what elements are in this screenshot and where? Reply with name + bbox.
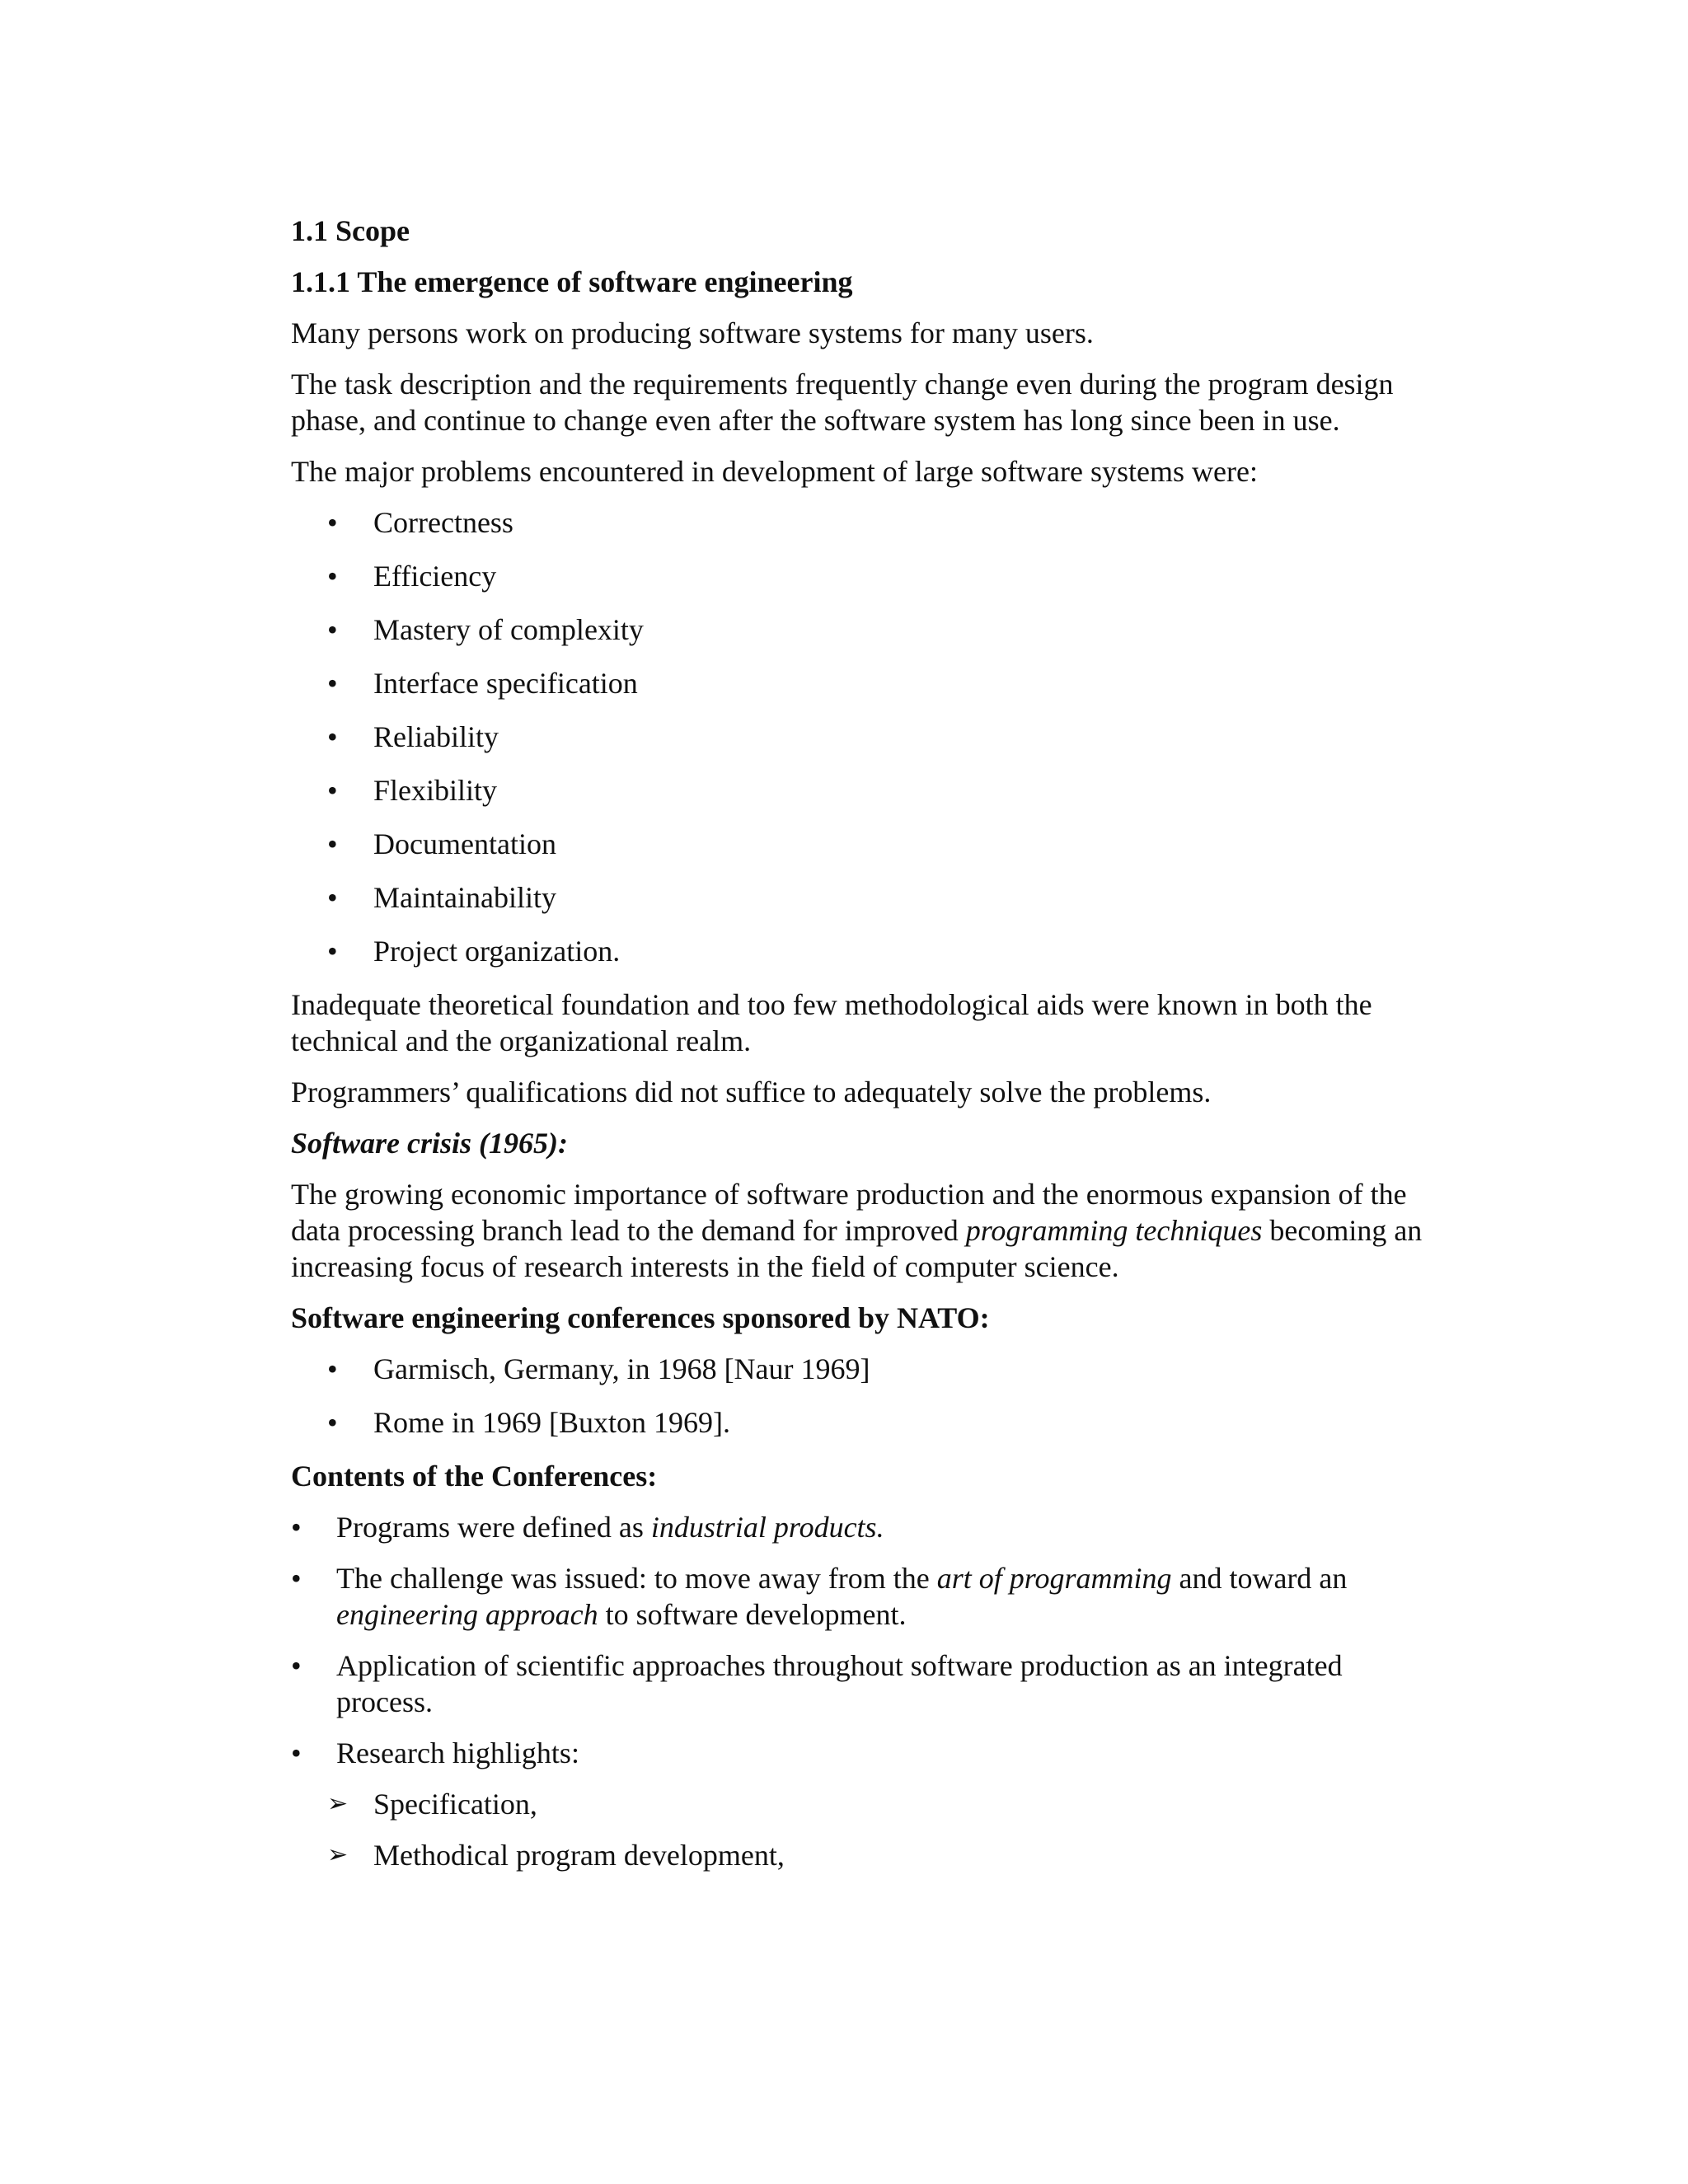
- list-item: • Maintainability: [327, 881, 556, 914]
- list-item: • Flexibility: [327, 774, 498, 807]
- list-item: • Programs were defined as industrial products.: [291, 1511, 884, 1544]
- conferences-list: [291, 1351, 1428, 1441]
- paragraph-persons: Many persons work on producing software systems for many users.: [291, 316, 1094, 349]
- list-item: • Mastery of complexity: [327, 613, 644, 646]
- bullet-icon: •: [291, 1511, 302, 1544]
- list-item: • Rome in 1969 [Buxton 1969].: [327, 1406, 730, 1439]
- paragraph-crisis: The growing economic importance of software production and the enormous expansion of the data processing branch lead to the demand for improved programming techniques becoming an increasing focus of research interests in the field of computer science.: [291, 1178, 1423, 1283]
- list-item: • Correctness: [327, 506, 513, 539]
- contents-list: [291, 1509, 1428, 1771]
- list-item: • Interface specification: [327, 667, 638, 700]
- highlights-list: [291, 1786, 1428, 1873]
- problems-list: [291, 504, 1428, 969]
- bullet-icon: •: [327, 667, 338, 700]
- document-page: [291, 213, 1428, 1888]
- list-item: • Garmisch, Germany, in 1968 [Naur 1969]: [327, 1352, 870, 1385]
- paragraph-qualifications: Programmers’ qualifications did not suffice to adequately solve the problems.: [291, 1076, 1212, 1108]
- bullet-icon: •: [327, 1406, 338, 1439]
- bullet-icon: •: [327, 506, 338, 539]
- bullet-icon: •: [327, 560, 338, 593]
- list-item: ➢ Methodical program development,: [327, 1839, 785, 1872]
- bullet-icon: •: [327, 827, 338, 860]
- list-item: ➢ Specification,: [327, 1788, 537, 1821]
- section-heading: 1.1 Scope: [291, 214, 410, 247]
- crisis-heading: Software crisis (1965):: [291, 1127, 568, 1160]
- paragraph-major-problems: The major problems encountered in development of large software systems were:: [291, 455, 1258, 488]
- bullet-icon: •: [327, 935, 338, 968]
- list-item: • Application of scientific approaches throughout software production as an integrated process.: [291, 1649, 1343, 1718]
- paragraph-requirements: The task description and the requirements frequently change even during the program design phase, and continue to change even after the software system has long since been in use.: [291, 368, 1394, 437]
- nato-heading: Software engineering conferences sponsored by NATO:: [291, 1301, 990, 1334]
- arrow-bullet-icon: ➢: [327, 1789, 349, 1818]
- subsection-heading: 1.1.1 The emergence of software engineering: [291, 265, 853, 298]
- bullet-icon: •: [327, 613, 338, 646]
- list-item: • Reliability: [327, 720, 499, 753]
- bullet-icon: •: [327, 1352, 338, 1385]
- list-item: • Efficiency: [327, 560, 497, 593]
- bullet-icon: •: [291, 1562, 302, 1595]
- bullet-icon: •: [327, 774, 338, 807]
- list-item: • The challenge was issued: to move away from the art of programming and toward an engineering approach to software development.: [291, 1562, 1348, 1631]
- bullet-icon: •: [327, 720, 338, 753]
- bullet-icon: •: [327, 881, 338, 914]
- list-item: • Project organization.: [327, 935, 621, 968]
- paragraph-foundation: Inadequate theoretical foundation and too few methodological aids were known in both the technical and the organizational realm.: [291, 988, 1372, 1057]
- list-item: • Documentation: [327, 827, 556, 860]
- bullet-icon: •: [291, 1736, 302, 1769]
- list-item: • Research highlights:: [291, 1736, 579, 1769]
- contents-heading: Contents of the Conferences:: [291, 1460, 658, 1493]
- arrow-bullet-icon: ➢: [327, 1840, 349, 1869]
- bullet-icon: •: [291, 1649, 302, 1682]
